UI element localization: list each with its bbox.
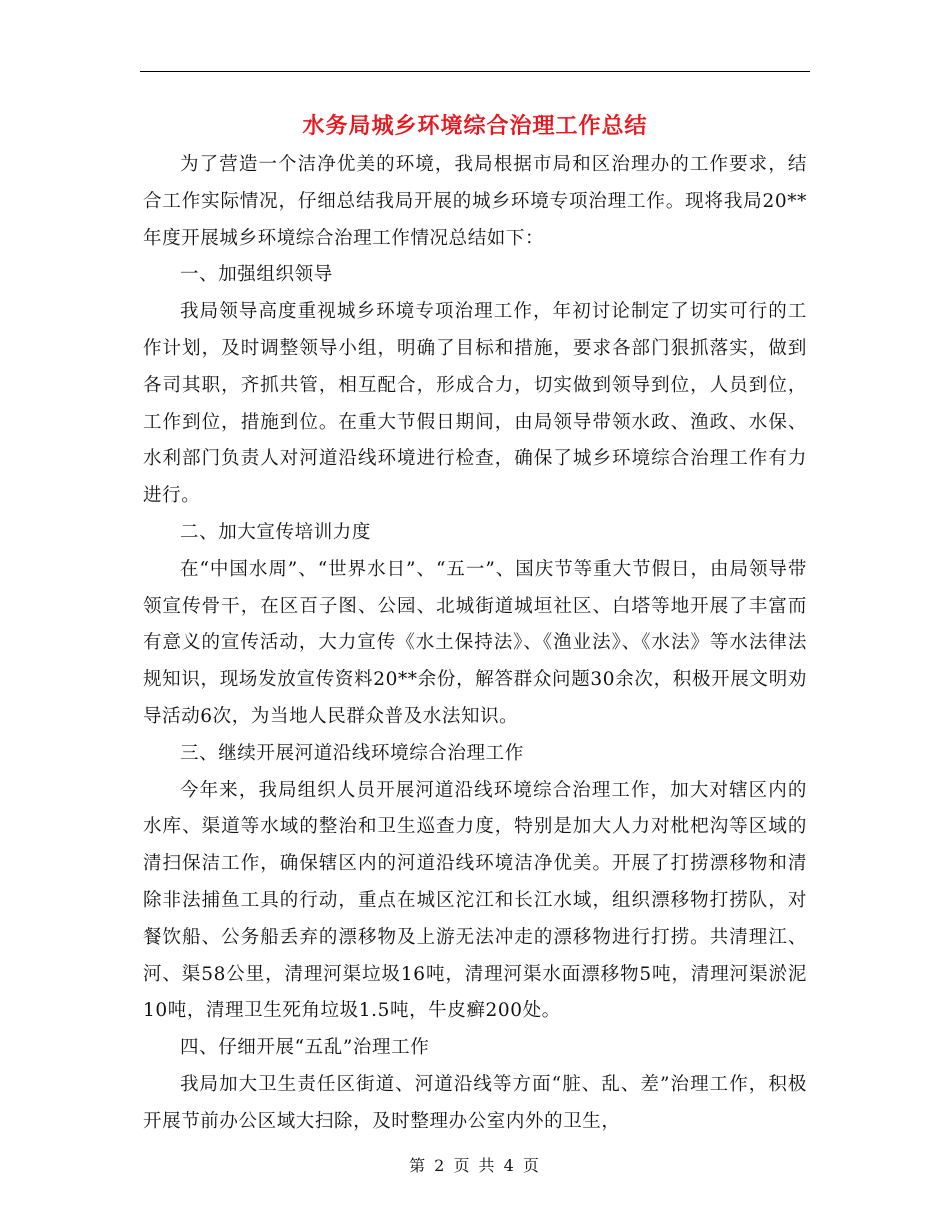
section-heading-4: 四、仔细开展“五乱”治理工作 [180, 1037, 430, 1059]
paragraph-section-3: 今年来，我局组织人员开展河道沿线环境综合治理工作，加大对辖区内的水库、渠道等水域的整治和卫生巡查力度，特别是加大人力对枇杷沟等区域的清扫保洁工作，确保辖区内的河道沿线环境洁净优美。开展了打捞漂移物和清除非法捕鱼工具的行动，重点在城区沱江和长江水域，组织漂移物打捞队，对餐饮船、公务船丢弃的漂移物及上游无法冲走的漂移物进行打捞。共清理江、河、渠58公里，清理河渠垃圾16吨，清理河渠水面漂移物5吨，清理河渠淤泥10吨，清理卫生死角垃圾1.5吨，牛皮癣200处。 [143, 779, 807, 1022]
header-rule [140, 71, 810, 72]
section-heading-3: 三、继续开展河道沿线环境综合治理工作 [180, 742, 524, 764]
section-heading-2: 二、加大宣传培训力度 [180, 521, 372, 543]
paragraph-section-2: 在“中国水周”、“世界水日”、“五一”、国庆节等重大节假日，由局领导带领宣传骨干，在区百子图、公园、北城街道城垣社区、白塔等地开展了丰富而有意义的宣传活动，大力宣传《水土保持法》、《渔业法》、《水法》等水法律法规知识，现场发放宣传资料20**余份，解答群众问题30余次，积极开展文明劝导活动6次，为当地人民群众普及水法知识。 [143, 558, 807, 727]
document-body [143, 147, 807, 1141]
section-heading-1: 一、加强组织领导 [180, 264, 333, 286]
paragraph-section-4: 我局加大卫生责任区街道、河道沿线等方面“脏、乱、差”治理工作，积极开展节前办公区域大扫除，及时整理办公室内外的卫生， [143, 1073, 807, 1132]
document-title: 水务局城乡环境综合治理工作总结 [302, 113, 648, 139]
paragraph-section-1: 我局领导高度重视城乡环境专项治理工作，年初讨论制定了切实可行的工作计划，及时调整领导小组，明确了目标和措施，要求各部门狠抓落实，做到各司其职，齐抓共管，相互配合，形成合力，切实做到领导到位，人员到位，工作到位，措施到位。在重大节假日期间，由局领导带领水政、渔政、水保、水利部门负责人对河道沿线环境进行检查，确保了城乡环境综合治理工作有力进行。 [143, 301, 807, 507]
page-number: 第 2 页 共 4 页 [409, 1156, 541, 1175]
paragraph-intro: 为了营造一个洁净优美的环境，我局根据市局和区治理办的工作要求，结合工作实际情况，仔细总结我局开展的城乡环境专项治理工作。现将我局20**年度开展城乡环境综合治理工作情况总结如下： [143, 154, 807, 249]
